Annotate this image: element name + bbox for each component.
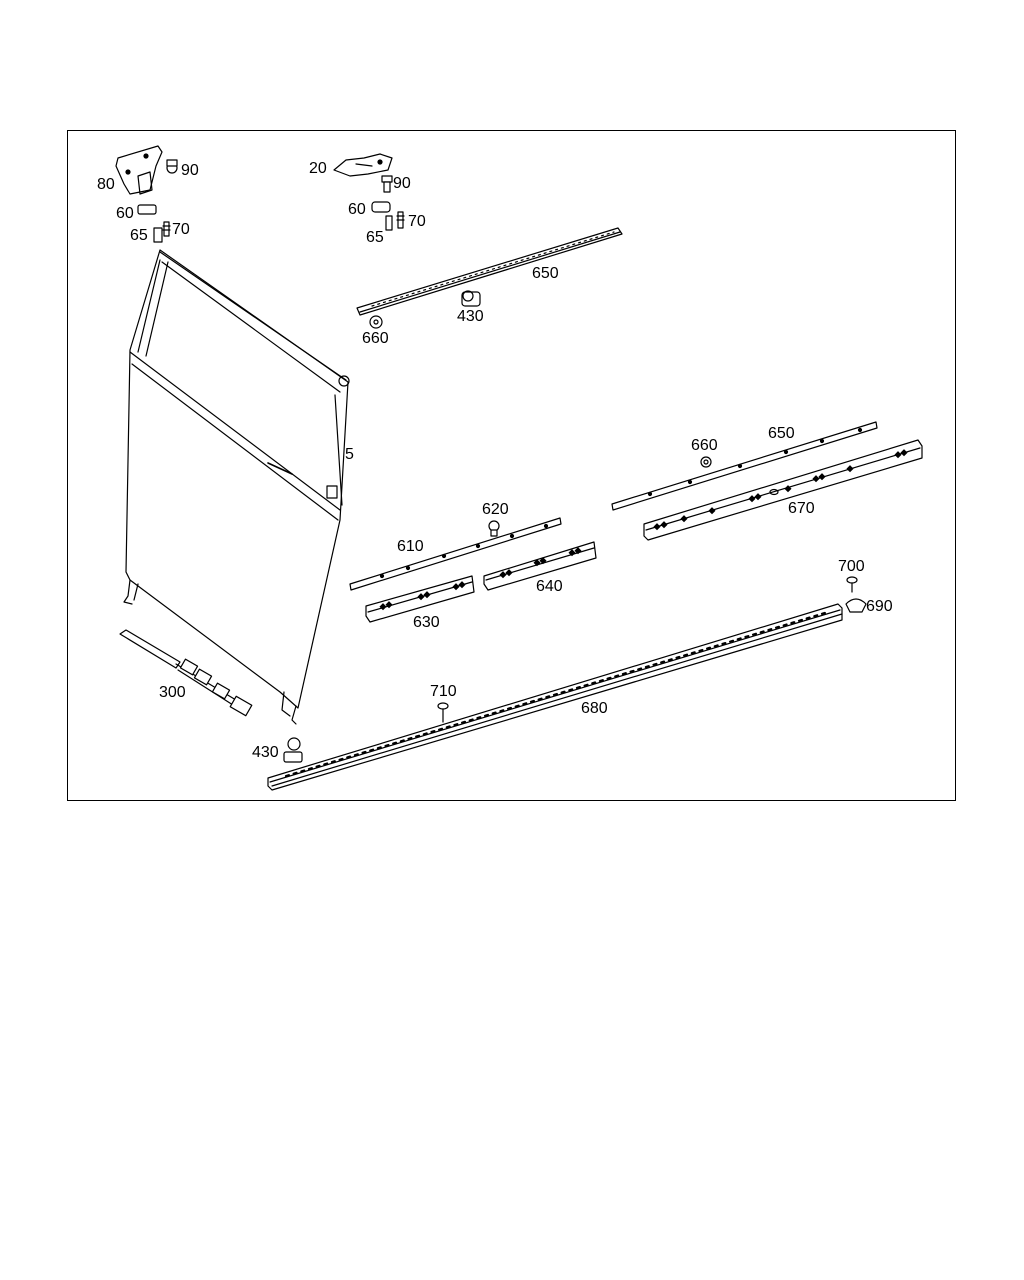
bolt-620: [489, 521, 499, 536]
callout-90-right: 90: [393, 175, 411, 192]
rail-610: [350, 518, 561, 590]
callout-5: 5: [345, 446, 354, 463]
clip-60-right: [372, 202, 390, 212]
callout-680: 680: [581, 700, 608, 717]
top-left-bracket: [116, 146, 162, 194]
screw-70-left: [163, 222, 170, 236]
screw-710: [438, 703, 448, 722]
pin-65-right: [386, 216, 392, 230]
screw-700: [847, 577, 857, 592]
callout-65-right: 65: [366, 229, 384, 246]
bolt-90-left: [167, 160, 177, 173]
callout-60-left: 60: [116, 205, 134, 222]
callout-80: 80: [97, 176, 115, 193]
bolt-660-mid: [701, 457, 711, 467]
callout-430-bottom: 430: [252, 744, 279, 761]
floor-rail: [268, 604, 842, 790]
callout-690: 690: [866, 598, 893, 615]
clip-60-left: [138, 205, 156, 214]
callout-660-mid: 660: [691, 437, 718, 454]
callout-700: 700: [838, 558, 865, 575]
pin-65-left: [154, 228, 162, 242]
callout-60-right: 60: [348, 201, 366, 218]
lashing-ring-430-bottom: [284, 738, 302, 762]
callout-640: 640: [536, 578, 563, 595]
callout-630: 630: [413, 614, 440, 631]
bolt-660-top: [370, 316, 382, 328]
callout-65-left: 65: [130, 227, 148, 244]
callout-670: 670: [788, 500, 815, 517]
lashing-ring-430-top: [462, 291, 480, 306]
bolt-90-right: [382, 176, 392, 192]
screw-70-right: [397, 212, 404, 228]
callout-610: 610: [397, 538, 424, 555]
callout-650-top: 650: [532, 265, 559, 282]
callout-660-top: 660: [362, 330, 389, 347]
callout-70-right: 70: [408, 213, 426, 230]
top-rail: [357, 228, 622, 315]
callout-430-top: 430: [457, 308, 484, 325]
callout-650-mid: 650: [768, 425, 795, 442]
callout-620: 620: [482, 501, 509, 518]
end-cap-690: [846, 599, 866, 612]
callout-300: 300: [159, 684, 186, 701]
callout-70-left: 70: [172, 221, 190, 238]
callout-90-left: 90: [181, 162, 199, 179]
callout-710: 710: [430, 683, 457, 700]
callout-20: 20: [309, 160, 327, 177]
top-right-bracket: [334, 154, 392, 176]
